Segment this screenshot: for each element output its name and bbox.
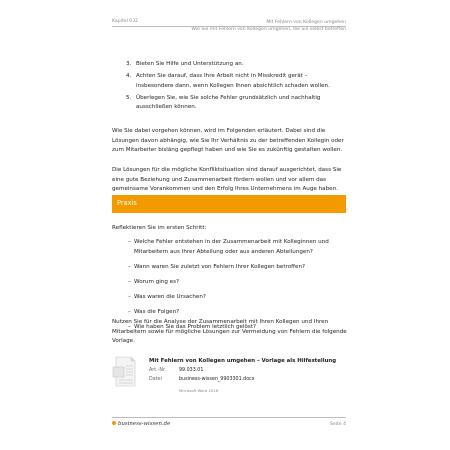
- footer-divider: [112, 417, 346, 418]
- header-divider: [112, 26, 346, 27]
- list-item: – Wann waren Sie zuletzt von Fehlern Ihrer Kollegen betroffen?: [128, 263, 305, 270]
- template-article-row: [149, 368, 203, 373]
- paragraph-template-usage: Nutzen Sie für die Analyse der Zusammenarbeit mit Ihren Kollegen und Ihren Mitarbeitern sowie für mögliche Lösungen zur Vermeidung von Fehlern die folgende Vorlage.: [112, 319, 347, 344]
- list-item: – Was waren die Ursachen?: [128, 293, 206, 300]
- question-text: Was waren die Ursachen?: [134, 293, 206, 300]
- list-number: 4.: [126, 73, 132, 79]
- paragraph-solutions: Die Lösungen für die mögliche Konfliktsituation sind darauf ausgerichtet, dass Sie eine gute Beziehung und Zusammenarbeit fördern wollen und vor allem das gemeinsame Vorankommen und den Erfolg Ihres Unternehmens im Auge haben.: [112, 167, 342, 192]
- file-format-note: Microsoft Word 2016: [179, 388, 219, 393]
- list-item: [126, 94, 346, 113]
- praxis-banner: [112, 195, 346, 213]
- list-item: [126, 72, 346, 91]
- question-text: Welche Fehler entstehen in der Zusammenarbeit mit Kolleginnen und Mitarbeitern aus Ihrer Abteilung oder aus anderen Abteilungen?: [134, 239, 329, 255]
- question-text: Worum ging es?: [134, 278, 180, 285]
- question-text: Wie haben Sie das Problem letztlich gelöst?: [134, 323, 256, 330]
- list-text: Überlegen Sie, wie Sie solche Fehler grundsätzlich und nachhaltig ausschließen können.: [136, 94, 321, 110]
- steps-list: [126, 60, 346, 115]
- paragraph-approach: Wie Sie dabei vorgehen können, wird im Folgenden erläutert. Dabei sind die Lösungen davon abhängig, wie Sie Ihr Verhältnis zu der betreffenden Kollegin oder zum Mitarbeiter bisläng gepflegt haben und wie Sie es zukünftig gestalten wollen.: [112, 128, 344, 153]
- list-number: 3.: [126, 61, 132, 67]
- word-document-icon[interactable]: [112, 355, 137, 388]
- file-label: Datei: [149, 377, 162, 382]
- praxis-label: Praxis: [117, 199, 137, 207]
- list-item: – Welche Fehler entstehen in der Zusammenarbeit mit Kolleginnen und Mitarbeitern aus Ihrer Abteilung oder aus anderen Abteilungen?: [128, 239, 329, 255]
- list-item: – Wie haben Sie das Problem letztlich gelöst?: [128, 323, 256, 330]
- logo-dot-icon: [112, 421, 116, 425]
- article-number-label: Art.-Nr.: [149, 368, 167, 373]
- list-text: Bieten Sie Hilfe und Unterstützung an.: [136, 61, 244, 67]
- header-subtitle: Wie Sie mit Fehlern von Kollegen umgehen, die Sie selbst betreffen: [191, 27, 346, 32]
- list-item: – Worum ging es?: [128, 278, 180, 285]
- file-name-value: business-wissen_9903301.docx: [179, 377, 255, 382]
- list-text: Achten Sie darauf, dass Ihre Arbeit nicht in Misskredit gerät – insbesondere dann, wenn Kollegen Ihnen absichtlich schaden wollen.: [136, 73, 330, 89]
- footer-logo: [112, 421, 170, 427]
- article-number-value: 99.033.01: [179, 368, 204, 373]
- template-file-row: [149, 377, 255, 382]
- reflection-intro: Reflektieren Sie im ersten Schritt:: [112, 225, 207, 231]
- list-item: – Was die Folgen?: [128, 308, 180, 315]
- logo-text: business-wissen.de: [118, 421, 171, 427]
- page-number: Seite 4: [329, 422, 346, 427]
- header-chapter: Kapitel 032: [112, 19, 139, 24]
- question-text: Wann waren Sie zuletzt von Fehlern Ihrer Kollegen betroffen?: [134, 263, 305, 270]
- list-item: [126, 60, 346, 70]
- template-title[interactable]: Mit Fehlern von Kollegen umgehen – Vorlage als Hilfestellung: [149, 358, 337, 364]
- question-text: Was die Folgen?: [134, 308, 180, 315]
- list-number: 5.: [126, 94, 132, 101]
- header-title: Mit Fehlern von Kollegen umgehen: [266, 20, 346, 25]
